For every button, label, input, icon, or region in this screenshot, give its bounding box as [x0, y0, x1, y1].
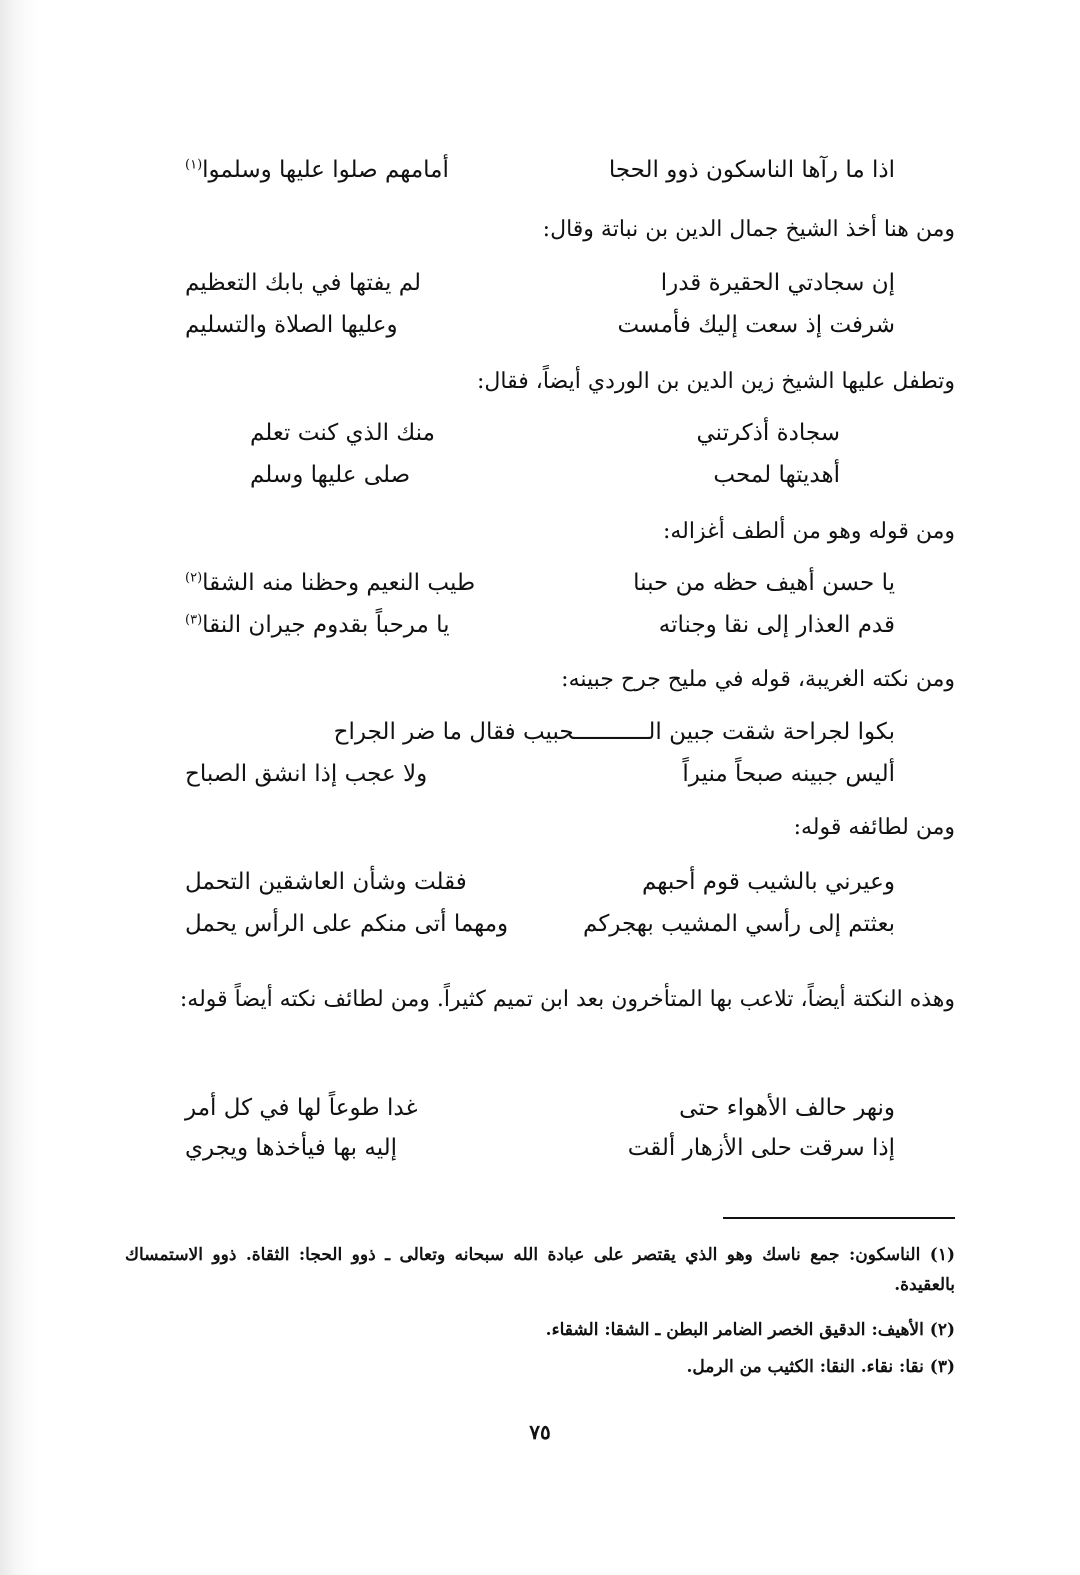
verse-hemistich-first: يا حسن أهيف حظه من حبنا: [633, 570, 895, 596]
verse-hemistich-first: شرفت إذ سعت إليك فأمست: [617, 312, 895, 338]
verse-line: [185, 904, 895, 944]
verse-line: [250, 455, 840, 495]
verse-hemistich-first: قدم العذار إلى نقا وجناته: [658, 612, 895, 638]
verse-line: [185, 754, 895, 794]
verse-hemistich-second: منك الذي كنت تعلم: [250, 420, 435, 446]
verse-full-line: بكوا لجراحة شقت جبين الـــــــــــحبيب فقال ما ضر الجراح: [333, 719, 895, 745]
verse-text: طيب النعيم وحظنا منه الشقا: [202, 570, 476, 596]
prose-line: وتطفل عليها الشيخ زين الدين بن الوردي أيضاً، فقال:: [477, 369, 955, 394]
footnote: (٣) نقا: نقاء. النقا: الكثيب من الرمل.: [686, 1357, 955, 1377]
verse-hemistich-first: أهديتها لمحب: [713, 462, 840, 488]
prose-line: ومن نكته الغريبة، قوله في مليح جرح جبينه:: [561, 667, 955, 692]
footnote: (٢) الأهيف: الدقيق الخصر الضامر البطن ـ الشقا: الشقاء.: [545, 1320, 955, 1340]
footnote-ref: (٣): [185, 612, 203, 628]
page-number: ٧٥: [529, 1420, 551, 1444]
verse-hemistich-second: غدا طوعاً لها في كل أمر: [185, 1095, 418, 1121]
prose-line: ومن لطائفه قوله:: [793, 815, 955, 840]
verse-text: أمامهم صلوا عليها وسلموا: [202, 157, 449, 183]
verse-text: يا مرحباً بقدوم جيران النقا: [202, 612, 450, 638]
verse-line: [250, 413, 840, 453]
verse-hemistich-second: وعليها الصلاة والتسليم: [185, 312, 398, 338]
verse-hemistich-first: ونهر حالف الأهواء حتى: [679, 1095, 895, 1121]
prose-line: ومن هنا أخذ الشيخ جمال الدين بن نباتة وقال:: [542, 217, 955, 242]
verse-hemistich-second: صلى عليها وسلم: [250, 462, 411, 488]
prose-line: ومن قوله وهو من ألطف أغزاله:: [662, 519, 955, 544]
verse-hemistich-first: سجادة أذكرتني: [696, 420, 840, 446]
verse-hemistich-first: بعثتم إلى رأسي المشيب بهجركم: [583, 911, 895, 937]
verse-line: [185, 712, 895, 752]
verse-hemistich-second: لم يفتها في بابك التعظيم: [185, 270, 422, 296]
scan-edge-shadow: [0, 0, 38, 1575]
verse-line: [185, 263, 895, 303]
verse-hemistich-first: أليس جبينه صبحاً منيراً: [682, 761, 895, 787]
verse-hemistich-second: ولا عجب إذا انشق الصباح: [185, 761, 428, 787]
verse-hemistich-second: فقلت وشأن العاشقين التحمل: [185, 869, 467, 895]
verse-line: [185, 563, 895, 603]
verse-hemistich-second: ومهما أتى منكم على الرأس يحمل: [185, 911, 509, 937]
verse-hemistich-second: [185, 605, 450, 645]
footnote-ref: (٢): [185, 570, 203, 586]
verse-hemistich-second: [185, 563, 475, 603]
verse-hemistich-first: وعيرني بالشيب قوم أحبهم: [642, 869, 895, 895]
verse-line: [185, 150, 895, 190]
verse-hemistich-first: إذا سرقت حلى الأزهار ألقت: [627, 1135, 895, 1161]
verse-line: [185, 605, 895, 645]
footnote-divider: [723, 1217, 955, 1219]
verse-line: [185, 862, 895, 902]
verse-line: [185, 1128, 895, 1168]
verse-hemistich-second: [185, 150, 449, 190]
footnote: (١) الناسكون: جمع ناسك وهو الذي يقتصر على عبادة الله سبحانه وتعالى ـ ذوو الحجا: الثقاة. ذوو الاستمساك بالعقيدة.: [125, 1245, 955, 1295]
verse-hemistich-first: اذا ما رآها الناسكون ذوو الحجا: [608, 157, 895, 183]
footnote-ref: (١): [185, 157, 203, 173]
verse-hemistich-second: إليه بها فيأخذها ويجري: [185, 1135, 398, 1161]
verse-line: [185, 1088, 895, 1128]
verse-line: [185, 305, 895, 345]
prose-paragraph: وهذه النكتة أيضاً، تلاعب بها المتأخرون بعد ابن تميم كثيراً. ومن لطائف نكته أيضاً قوله:: [179, 987, 955, 1012]
verse-hemistich-first: إن سجادتي الحقيرة قدرا: [660, 270, 895, 296]
